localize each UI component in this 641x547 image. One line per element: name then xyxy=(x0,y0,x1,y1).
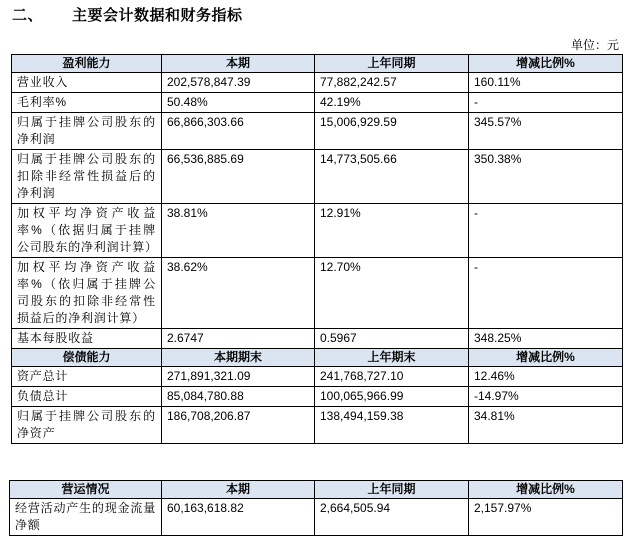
col-header: 上年同期 xyxy=(315,481,469,499)
table-row xyxy=(12,93,623,113)
current-value: 2.6747 xyxy=(162,329,315,349)
change-value: 348.25% xyxy=(469,329,623,349)
col-header: 本期 xyxy=(162,481,315,499)
row-label: 毛利率% xyxy=(12,93,162,113)
table-row xyxy=(12,329,623,349)
section-title: 主要会计数据和财务指标 xyxy=(72,6,243,24)
row-label: 负债总计 xyxy=(12,387,162,407)
change-value: - xyxy=(469,93,623,113)
row-label: 归属于挂牌公司股东的扣除非经常性损益后的净利润 xyxy=(12,150,162,204)
row-label: 资产总计 xyxy=(12,367,162,387)
change-value: 345.57% xyxy=(469,113,623,150)
section-heading xyxy=(12,4,243,25)
current-value: 202,578,847.39 xyxy=(162,73,315,93)
current-value: 38.62% xyxy=(162,258,315,329)
change-value: -14.97% xyxy=(469,387,623,407)
operations-header-row xyxy=(10,481,623,499)
current-value: 38.81% xyxy=(162,204,315,258)
change-value: 2,157.97% xyxy=(469,499,623,536)
row-label: 归属于挂牌公司股东的净资产 xyxy=(12,407,162,444)
col-header: 上年同期 xyxy=(315,55,469,73)
prior-value: 14,773,505.66 xyxy=(315,150,469,204)
row-label: 归属于挂牌公司股东的净利润 xyxy=(12,113,162,150)
change-value: 34.81% xyxy=(469,407,623,444)
row-label: 经营活动产生的现金流量净额 xyxy=(10,499,162,536)
col-header: 偿债能力 xyxy=(12,349,162,367)
prior-value: 12.91% xyxy=(315,204,469,258)
change-value: 350.38% xyxy=(469,150,623,204)
table-row xyxy=(12,73,623,93)
current-value: 50.48% xyxy=(162,93,315,113)
change-value: 12.46% xyxy=(469,367,623,387)
change-value: - xyxy=(469,258,623,329)
financial-table xyxy=(11,54,623,444)
table-row xyxy=(12,407,623,444)
row-label: 基本每股收益 xyxy=(12,329,162,349)
table-row xyxy=(12,150,623,204)
col-header: 本期 xyxy=(162,55,315,73)
prior-value: 15,006,929.59 xyxy=(315,113,469,150)
prior-value: 12.70% xyxy=(315,258,469,329)
current-value: 60,163,618.82 xyxy=(162,499,315,536)
col-header: 营运情况 xyxy=(10,481,162,499)
prior-value: 0.5967 xyxy=(315,329,469,349)
col-header: 本期期末 xyxy=(162,349,315,367)
solvency-header-row xyxy=(12,349,623,367)
current-value: 271,891,321.09 xyxy=(162,367,315,387)
col-header: 盈利能力 xyxy=(12,55,162,73)
profitability-header-row xyxy=(12,55,623,73)
change-value: 160.11% xyxy=(469,73,623,93)
table-row xyxy=(12,258,623,329)
row-label: 加权平均净资产收益率%（依据归属于挂牌公司股东的净利润计算） xyxy=(12,204,162,258)
current-value: 186,708,206.87 xyxy=(162,407,315,444)
row-label: 加权平均净资产收益率%（依归属于挂牌公司股东的扣除非经常性损益后的净利润计算） xyxy=(12,258,162,329)
row-label: 营业收入 xyxy=(12,73,162,93)
col-header: 上年期末 xyxy=(315,349,469,367)
current-value: 66,866,303.66 xyxy=(162,113,315,150)
table-row xyxy=(10,499,623,536)
prior-value: 100,065,966.99 xyxy=(315,387,469,407)
col-header: 增减比例% xyxy=(469,55,623,73)
prior-value: 241,768,727.10 xyxy=(315,367,469,387)
change-value: - xyxy=(469,204,623,258)
col-header: 增减比例% xyxy=(469,481,623,499)
col-header: 增减比例% xyxy=(469,349,623,367)
unit-label: 单位：元 xyxy=(570,38,619,52)
current-value: 85,084,780.88 xyxy=(162,387,315,407)
table-row xyxy=(12,367,623,387)
prior-value: 138,494,159.38 xyxy=(315,407,469,444)
table-row xyxy=(12,204,623,258)
prior-value: 77,882,242.57 xyxy=(315,73,469,93)
section-number: 二、 xyxy=(12,6,44,24)
current-value: 66,536,885.69 xyxy=(162,150,315,204)
table-row xyxy=(12,387,623,407)
operations-table xyxy=(9,480,623,536)
prior-value: 2,664,505.94 xyxy=(315,499,469,536)
prior-value: 42.19% xyxy=(315,93,469,113)
table-row xyxy=(12,113,623,150)
